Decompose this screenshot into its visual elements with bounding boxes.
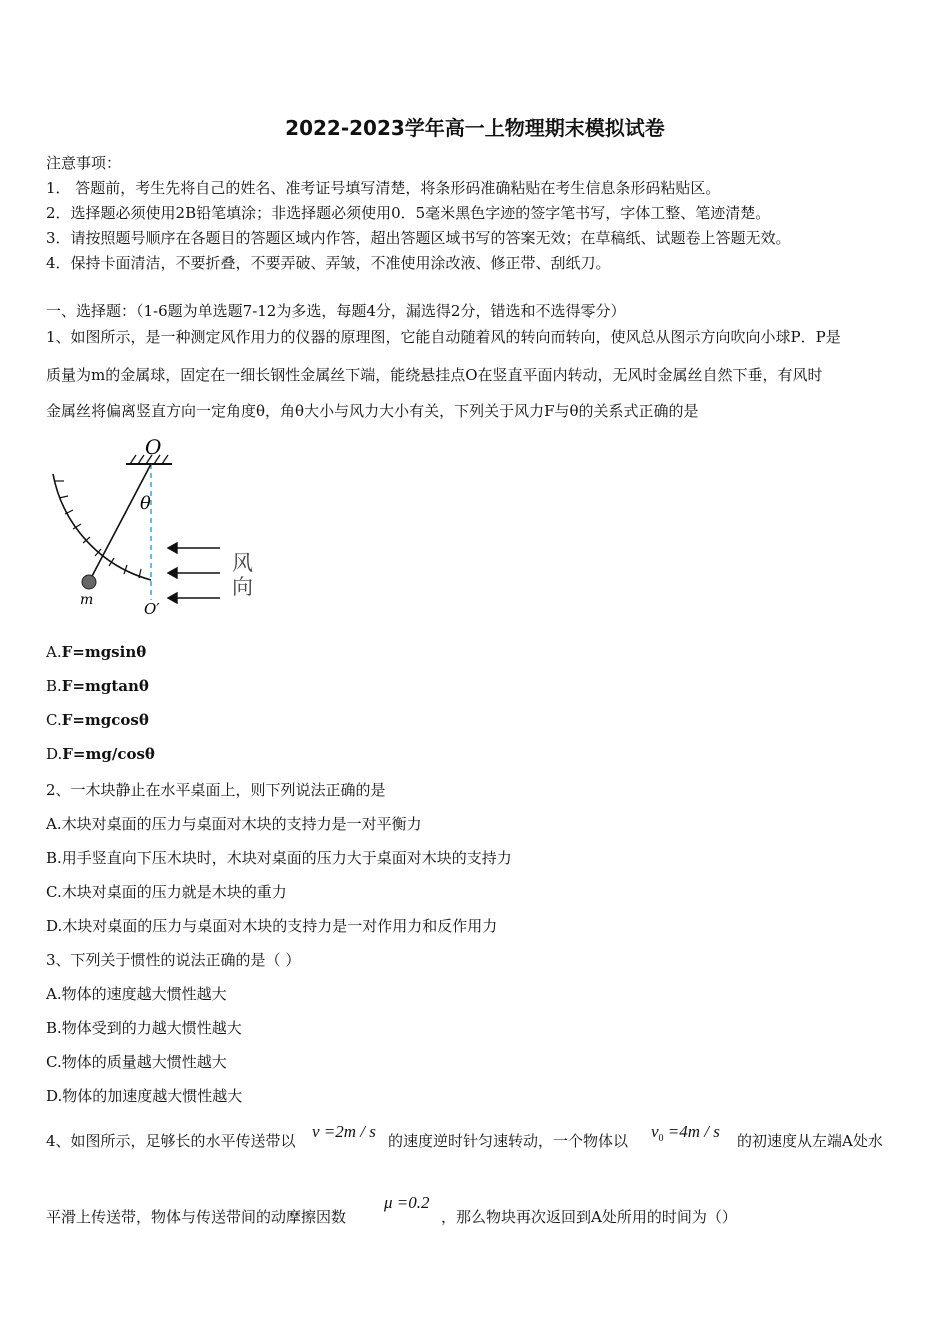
v0-symbol: v [651, 1122, 659, 1141]
q3-option-a: A.物体的速度越大惯性越大 [46, 985, 227, 1003]
section-heading: 一、选择题：（1-6题为单选题7-12为多选，每题4分，漏选得2分，错选和不选得零分） [46, 302, 626, 320]
wind-force-figure [40, 432, 270, 622]
q1-option-a [46, 643, 146, 661]
q3-option-b: B.物体受到的力越大惯性越大 [46, 1019, 242, 1037]
q1-option-b [46, 677, 149, 695]
q4-initial-speed [651, 1122, 720, 1142]
q4-friction-coefficient: μ =0.2 [384, 1193, 430, 1212]
q1-line-1: 1、如图所示，是一种测定风作用力的仪器的原理图，它能自动随着风的转向而转向，使风总从图示方向吹向小球P．P是 [46, 328, 841, 346]
notice-item-2: 2．选择题必须使用2B铅笔填涂；非选择题必须使用0．5毫米黑色字迹的签字笔书写，字体工整、笔迹清楚。 [46, 204, 771, 222]
q3-option-d: D.物体的加速度越大惯性越大 [46, 1087, 243, 1105]
q4-text-3: 的初速度从左端A处水 [737, 1132, 883, 1150]
q3-stem: 3、下列关于惯性的说法正确的是（ ） [46, 951, 301, 969]
option-letter: B. [46, 677, 62, 695]
option-formula: F=mgcosθ [61, 711, 149, 729]
q3-option-c: C.物体的质量越大惯性越大 [46, 1053, 227, 1071]
notice-item-4: 4．保持卡面清洁，不要折叠，不要弄破、弄皱，不准使用涂改液、修正带、刮纸刀。 [46, 254, 611, 272]
notice-item-3: 3．请按照题号顺序在各题目的答题区域内作答，超出答题区域书写的答案无效；在草稿纸、试题卷上答题无效。 [46, 229, 791, 247]
q1-line-2: 质量为m的金属球，固定在一细长钢性金属丝下端，能绕悬挂点O在竖直平面内转动，无风时金属丝自然下垂，有风时 [46, 366, 823, 384]
scale-arc [53, 474, 151, 580]
q4-belt-speed: v =2m / s [312, 1122, 376, 1141]
q2-option-c: C.木块对桌面的压力就是木块的重力 [46, 883, 287, 901]
option-letter: C. [46, 711, 62, 729]
q1-line-3: 金属丝将偏离竖直方向一定角度θ，角θ大小与风力大小有关，下列关于风力F与θ的关系式正确的是 [46, 402, 699, 420]
figure-label-m: m [80, 592, 94, 608]
option-formula: F=mg/cosθ [62, 745, 155, 763]
q2-option-d: D.木块对桌面的压力与桌面对木块的支持力是一对作用力和反作用力 [46, 917, 498, 935]
q4-text-2: 的速度逆时针匀速转动，一个物体以 [388, 1132, 629, 1150]
option-formula: F=mgtanθ [61, 677, 149, 695]
option-formula: F=mgsinθ [61, 643, 147, 661]
figure-label-o-prime: O′ [144, 600, 160, 618]
metal-wire [90, 464, 151, 580]
v0-value: =4m / s [663, 1122, 720, 1141]
wind-arrows [168, 543, 220, 603]
q1-option-c [46, 711, 149, 729]
v0-subscript: 0 [658, 1133, 664, 1144]
page-title: 2022-2023学年高一上物理期末模拟试卷 [285, 116, 665, 140]
wind-label-2: 向 [232, 575, 253, 599]
metal-ball [82, 575, 96, 589]
q4-text-5: ，那么物块再次返回到A处所用的时间为（） [441, 1208, 737, 1226]
q1-option-d [46, 745, 155, 763]
option-letter: D. [46, 745, 63, 763]
notice-item-1: 1． 答题前，考生先将自己的姓名、准考证号填写清楚，将条形码准确粘贴在考生信息条形码粘贴区。 [46, 179, 721, 197]
option-letter: A. [46, 643, 62, 661]
q2-option-a: A.木块对桌面的压力与桌面对木块的支持力是一对平衡力 [46, 815, 422, 833]
wind-label-1: 风 [232, 551, 253, 575]
q2-stem: 2、一木块静止在水平桌面上，则下列说法正确的是 [46, 781, 386, 799]
figure-label-theta: θ [140, 493, 151, 514]
figure-label-o: O [145, 435, 162, 459]
notice-heading: 注意事项： [46, 154, 122, 172]
q4-text-4: 平滑上传送带，物体与传送带间的动摩擦因数 [46, 1208, 347, 1226]
q4-text-1: 4、如图所示，足够长的水平传送带以 [46, 1132, 296, 1150]
q2-option-b: B.用手竖直向下压木块时，木块对桌面的压力大于桌面对木块的支持力 [46, 849, 512, 867]
